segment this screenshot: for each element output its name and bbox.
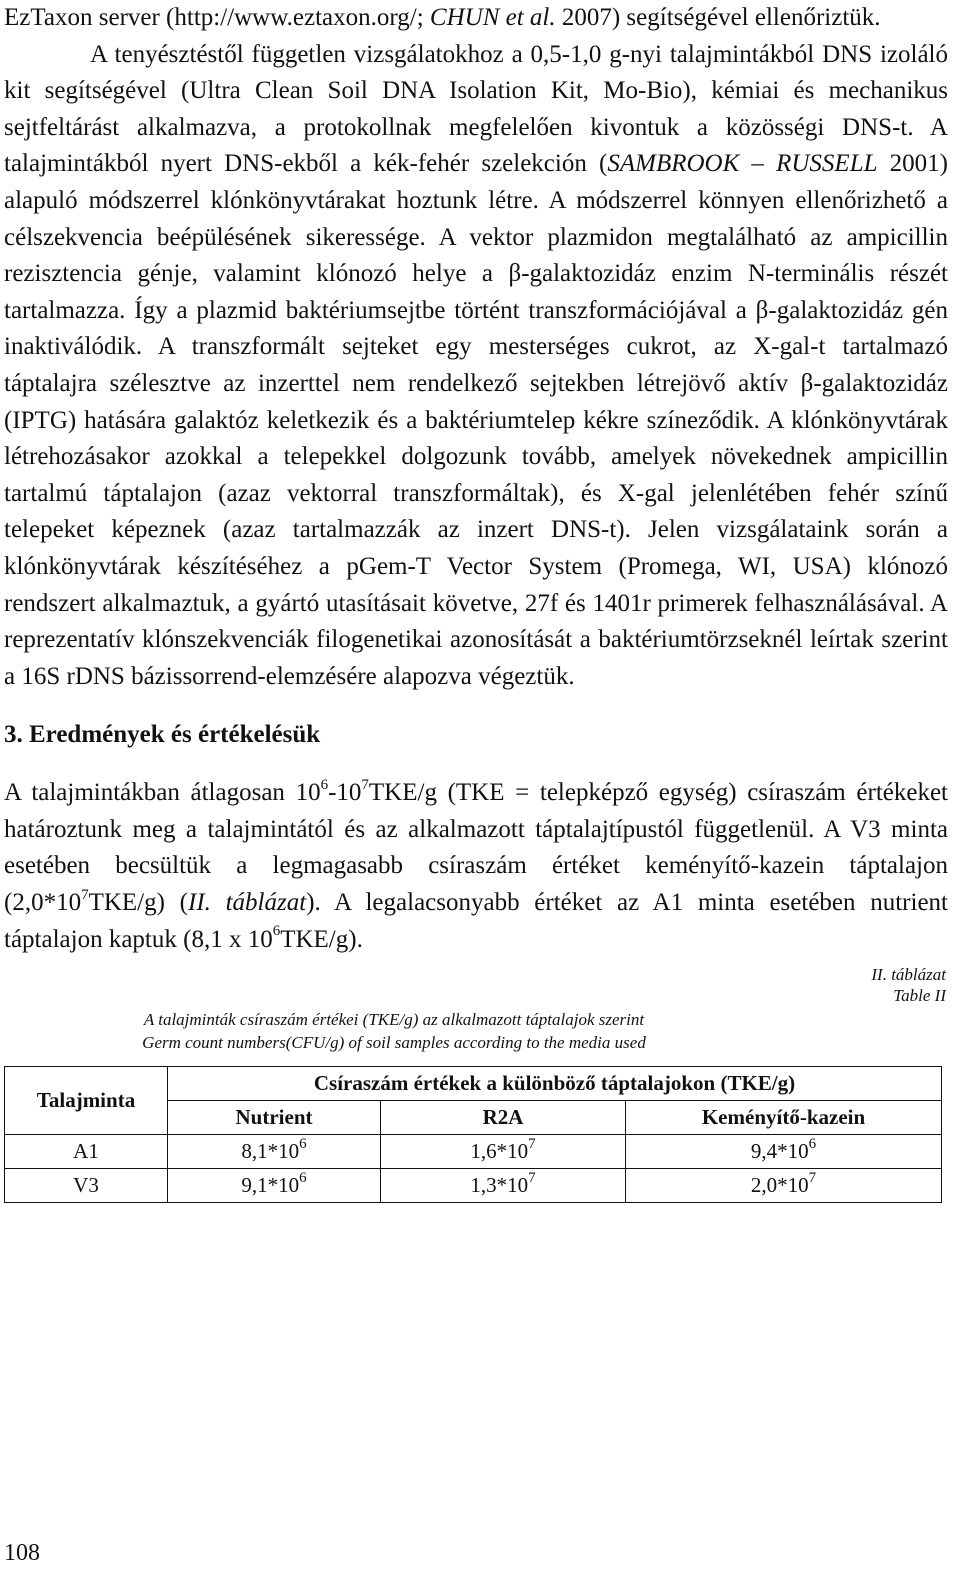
value-base: 1,6*10 xyxy=(470,1139,529,1164)
value-base: 9,1*10 xyxy=(241,1173,300,1198)
text-run: ). A legalacsonyabb értéket az A1 minta esetében nutrient táptalajon kaptuk (8,1 x 10 xyxy=(4,889,948,953)
table-header-row xyxy=(5,1067,942,1101)
table-caption xyxy=(4,1008,784,1054)
exponent: 7 xyxy=(361,776,369,793)
table-row xyxy=(5,1169,942,1203)
methods-paragraph xyxy=(4,37,948,696)
value-cell xyxy=(168,1169,381,1203)
table-label xyxy=(4,964,948,1006)
text-run: TKE/g (TKE = telepképző egység) csíraszám értékeket határoztunk meg a talajmintától és az alkalmazott táptalajtípustól függetlenül. A V3 minta esetében becsültük a legmagasabb csíraszám értéket keményítő-kazein táptalajon (2,0*10 xyxy=(4,779,948,917)
column-header: Keményítő-kazein xyxy=(626,1101,942,1135)
column-header: R2A xyxy=(381,1101,626,1135)
text-run: 2001) alapuló módszerrel klónkönyvtárakat hoztunk létre. A módszerrel könnyen ellenőrizhető a célszekvencia beépülésének sikeressége. A vektor plazmidon megtalálható az ampicillin rezisztencia génje, valamint klónozó helye a β-galaktozidáz enzim N-terminális részét tartalmazza. Így a plazmid baktériumsejtbe történt transzformációjával a β-galaktozidáz gén inaktiválódik. A transzformált sejteket egy mesterséges cukrot, az X-gal-t tartalmazó táptalajra szélesztve az inzerttel nem rendelkező sejtekben létrejövő aktív β-galaktozidáz (IPTG) hatására galaktóz keletkezik és a baktériumtelep kékre színeződik. A klónkönyvtárak létrehozásakor azokkal a telepekkel dolgozunk tovább, amelyek növekednek ampicillin tartalmú táptalajon (azaz vektorral transzformáltak), és X-gal jelenlétében fehér színű telepeket képeznek (azaz tartalmazzák az inzert DNS-t). Jelen vizsgálataink során a klónkönyvtárak készítéséhez a pGem-T Vector System (Promega, WI, USA) klónozó rendszert alkalmaztuk, a gyártó utasításait követve, 27f és 1401r primerek felhasználásával. A reprezentatív klónszekvenciák filogenetikai azonosítását a baktériumtörzseknél leírtak szerint a 16S rDNS bázissorrend-elemzésére alapozva végeztük. xyxy=(4,150,948,690)
exponent: 6 xyxy=(272,923,281,940)
page-number: 108 xyxy=(4,1540,40,1566)
section-heading: 3. Eredmények és értékelésük xyxy=(4,721,321,749)
value-base: 2,0*10 xyxy=(750,1173,809,1198)
sample-cell: A1 xyxy=(5,1135,168,1169)
table-caption-en: Germ count numbers(CFU/g) of soil samples according to the media used xyxy=(142,1033,646,1053)
value-cell xyxy=(381,1135,626,1169)
germ-count-table xyxy=(4,1066,942,1203)
text-run: -10 xyxy=(328,779,362,807)
table-label-hu: II. táblázat xyxy=(871,965,946,985)
value-cell xyxy=(168,1135,381,1169)
value-cell xyxy=(381,1169,626,1203)
value-base: 1,3*10 xyxy=(470,1173,529,1198)
value-exponent: 7 xyxy=(808,1170,817,1187)
value-base: 8,1*10 xyxy=(241,1139,300,1164)
table-caption-hu: A talajminták csíraszám értékei (TKE/g) az alkalmazott táptalajok szerint xyxy=(143,1010,645,1030)
value-exponent: 7 xyxy=(528,1136,536,1153)
author-citation: SAMBROOK – RUSSELL xyxy=(607,150,878,178)
table-label-en: Table II xyxy=(893,986,946,1006)
sample-cell: V3 xyxy=(5,1169,168,1203)
column-header: Nutrient xyxy=(168,1101,381,1135)
value-base: 9,4*10 xyxy=(750,1139,809,1164)
text-run: TKE/g). xyxy=(280,925,363,953)
author-citation: CHUN et al. xyxy=(429,4,556,31)
value-exponent: 7 xyxy=(528,1170,536,1187)
exponent: 6 xyxy=(320,776,329,793)
intro-paragraph xyxy=(4,0,948,37)
value-exponent: 6 xyxy=(299,1170,307,1187)
document-page xyxy=(4,0,948,1203)
value-cell xyxy=(626,1169,942,1203)
text-run: A tenyésztéstől független vizsgálatokhoz a 0,5-1,0 g-nyi talajmintákból DNS izoláló kit segítségével (Ultra Clean Soil DNA Isolation Kit, Mo-Bio), kémiai és mechanikus sejtfeltárást alkalmazva, a protokollnak megfelelően kivontuk a közösségi DNS-t. A talajmintákból nyert DNS-ekből a kék-fehér szelekción ( xyxy=(4,40,948,178)
table-row xyxy=(5,1135,942,1169)
text-run: 2007) segítségével ellenőriztük. xyxy=(555,4,881,31)
sample-column-header: Talajminta xyxy=(5,1067,168,1135)
text-run: A talajmintákban átlagosan 10 xyxy=(4,779,321,807)
value-exponent: 6 xyxy=(808,1136,817,1153)
group-column-header: Csíraszám értékek a különböző táptalajokon (TKE/g) xyxy=(168,1067,942,1101)
value-exponent: 6 xyxy=(299,1136,307,1153)
results-paragraph xyxy=(4,775,948,958)
text-run: EzTaxon server (http://www.eztaxon.org/; xyxy=(4,4,430,31)
value-cell xyxy=(626,1135,942,1169)
exponent: 7 xyxy=(81,886,89,903)
table-reference: II. táblázat xyxy=(188,889,307,917)
text-run: TKE/g) ( xyxy=(88,889,188,917)
